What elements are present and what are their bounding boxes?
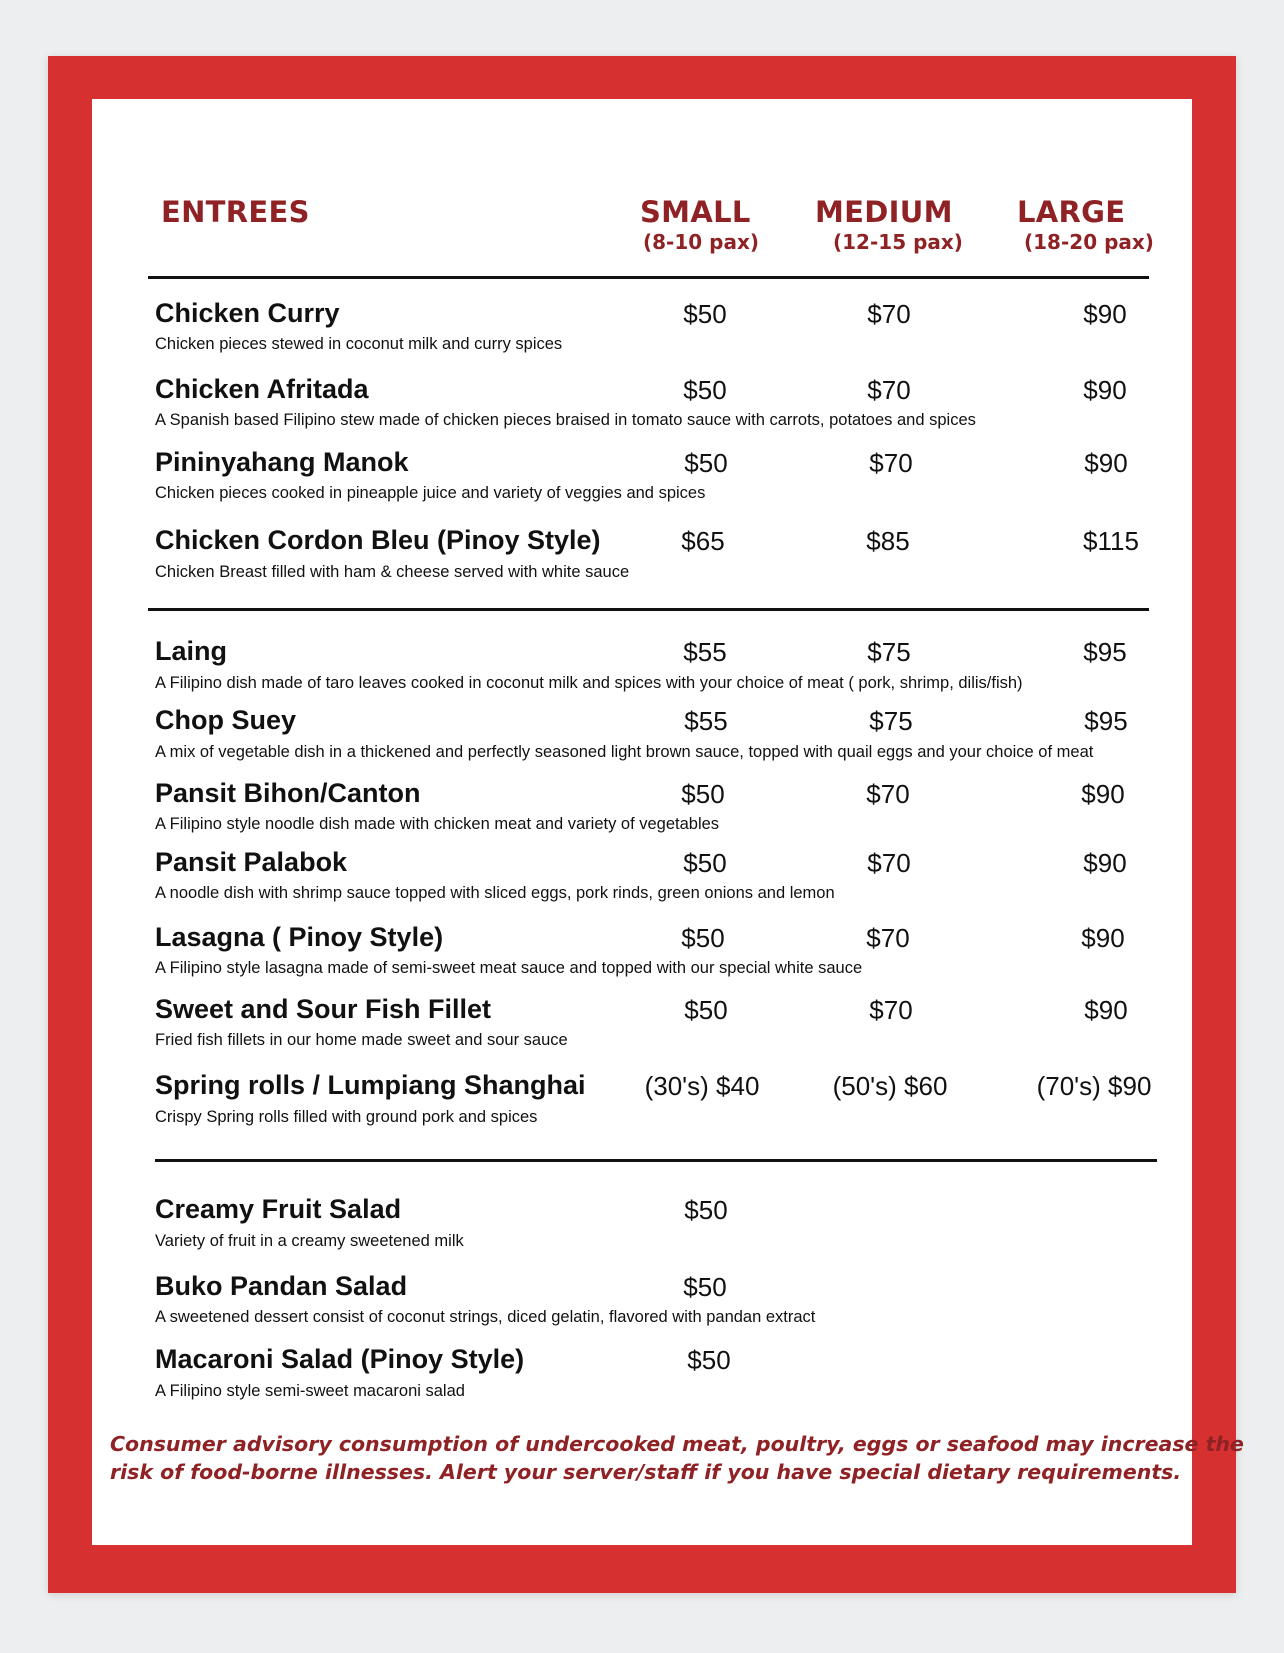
item-name: Chicken Afritada [155, 374, 369, 404]
item-name: Pansit Palabok [155, 847, 348, 877]
item-name: Chop Suey [155, 705, 297, 735]
advisory-line-2: risk of food-borne illnesses. Alert your server/staff if you have special dietary requirements. [110, 1460, 1182, 1484]
item-description: A noodle dish with shrimp sauce topped with sliced eggs, pork rinds, green onions and lemon [155, 884, 835, 902]
price-small: $50 [684, 448, 728, 478]
item-description: A Filipino style semi-sweet macaroni salad [155, 1382, 465, 1400]
price-medium: $70 [866, 779, 910, 809]
item-name: Chicken Cordon Bleu (Pinoy Style) [155, 525, 601, 555]
price-small: $55 [683, 637, 727, 667]
price-medium: $70 [867, 848, 911, 878]
item-name: Pansit Bihon/Canton [155, 778, 421, 808]
price-medium: (50's) $60 [832, 1071, 948, 1101]
price-medium: $75 [867, 637, 911, 667]
price-medium: $70 [869, 995, 913, 1025]
price-single: $50 [684, 1195, 728, 1225]
header-divider [148, 276, 1149, 279]
item-description: Fried fish fillets in our home made sweet and sour sauce [155, 1031, 568, 1049]
item-name: Laing [155, 636, 227, 666]
item-description: A sweetened dessert consist of coconut strings, diced gelatin, flavored with pandan extract [155, 1308, 816, 1326]
price-large: (70's) $90 [1036, 1071, 1152, 1101]
size-small-label: SMALL [640, 195, 751, 229]
section-divider [155, 1159, 1157, 1162]
price-medium: $75 [869, 706, 913, 736]
price-medium: $85 [866, 526, 910, 556]
price-small: $50 [681, 923, 725, 953]
item-name: Lasagna ( Pinoy Style) [155, 922, 444, 952]
price-single: $50 [687, 1345, 731, 1375]
entrees-heading: ENTREES [161, 195, 310, 229]
item-description: A Spanish based Filipino stew made of chicken pieces braised in tomato sauce with carrots, potatoes and spices [155, 411, 976, 429]
item-description: Crispy Spring rolls filled with ground pork and spices [155, 1108, 538, 1126]
item-name: Sweet and Sour Fish Fillet [155, 994, 492, 1024]
price-medium: $70 [869, 448, 913, 478]
item-description: A Filipino style noodle dish made with chicken meat and variety of vegetables [155, 815, 720, 833]
price-large: $90 [1083, 848, 1127, 878]
advisory-line-1: Consumer advisory consumption of undercooked meat, poultry, eggs or seafood may increase the [110, 1432, 1244, 1456]
size-medium-pax: (12-15 pax) [833, 230, 963, 254]
item-name: Spring rolls / Lumpiang Shanghai [155, 1070, 586, 1100]
price-large: $90 [1084, 995, 1128, 1025]
price-large: $95 [1083, 637, 1127, 667]
item-name: Pininyahang Manok [155, 447, 409, 477]
item-name: Macaroni Salad (Pinoy Style) [155, 1344, 525, 1374]
size-small-pax: (8-10 pax) [643, 230, 760, 254]
price-large: $90 [1081, 779, 1125, 809]
section-divider [148, 608, 1149, 611]
price-small: $50 [683, 848, 727, 878]
price-small: $50 [684, 995, 728, 1025]
price-small: $50 [683, 375, 727, 405]
price-large: $90 [1083, 299, 1127, 329]
item-description: Chicken pieces stewed in coconut milk and curry spices [155, 335, 563, 353]
price-large: $90 [1084, 448, 1128, 478]
price-small: $50 [681, 779, 725, 809]
price-medium: $70 [867, 375, 911, 405]
item-name: Chicken Curry [155, 298, 340, 328]
item-name: Creamy Fruit Salad [155, 1194, 402, 1224]
price-small: (30's) $40 [644, 1071, 760, 1101]
price-large: $90 [1081, 923, 1125, 953]
price-large: $115 [1083, 526, 1139, 556]
size-large-label: LARGE [1017, 195, 1126, 229]
price-medium: $70 [866, 923, 910, 953]
item-description: Variety of fruit in a creamy sweetened milk [155, 1232, 464, 1250]
price-small: $65 [681, 526, 725, 556]
size-large-pax: (18-20 pax) [1024, 230, 1154, 254]
item-description: A Filipino style lasagna made of semi-sweet meat sauce and topped with our special white sauce [155, 959, 863, 977]
price-large: $95 [1084, 706, 1128, 736]
item-description: Chicken Breast filled with ham & cheese served with white sauce [155, 563, 630, 581]
item-name: Buko Pandan Salad [155, 1271, 408, 1301]
item-description: Chicken pieces cooked in pineapple juice and variety of veggies and spices [155, 484, 706, 502]
consumer-advisory [110, 1430, 1244, 1486]
price-small: $50 [683, 299, 727, 329]
size-medium-label: MEDIUM [815, 195, 953, 229]
price-small: $55 [684, 706, 728, 736]
item-description: A mix of vegetable dish in a thickened and perfectly seasoned light brown sauce, topped with quail eggs and your choice of meat [155, 743, 1094, 761]
item-description: A Filipino dish made of taro leaves cooked in coconut milk and spices with your choice of meat ( pork, shrimp, dilis/fish) [155, 674, 1023, 692]
price-medium: $70 [867, 299, 911, 329]
price-single: $50 [683, 1272, 727, 1302]
price-large: $90 [1083, 375, 1127, 405]
